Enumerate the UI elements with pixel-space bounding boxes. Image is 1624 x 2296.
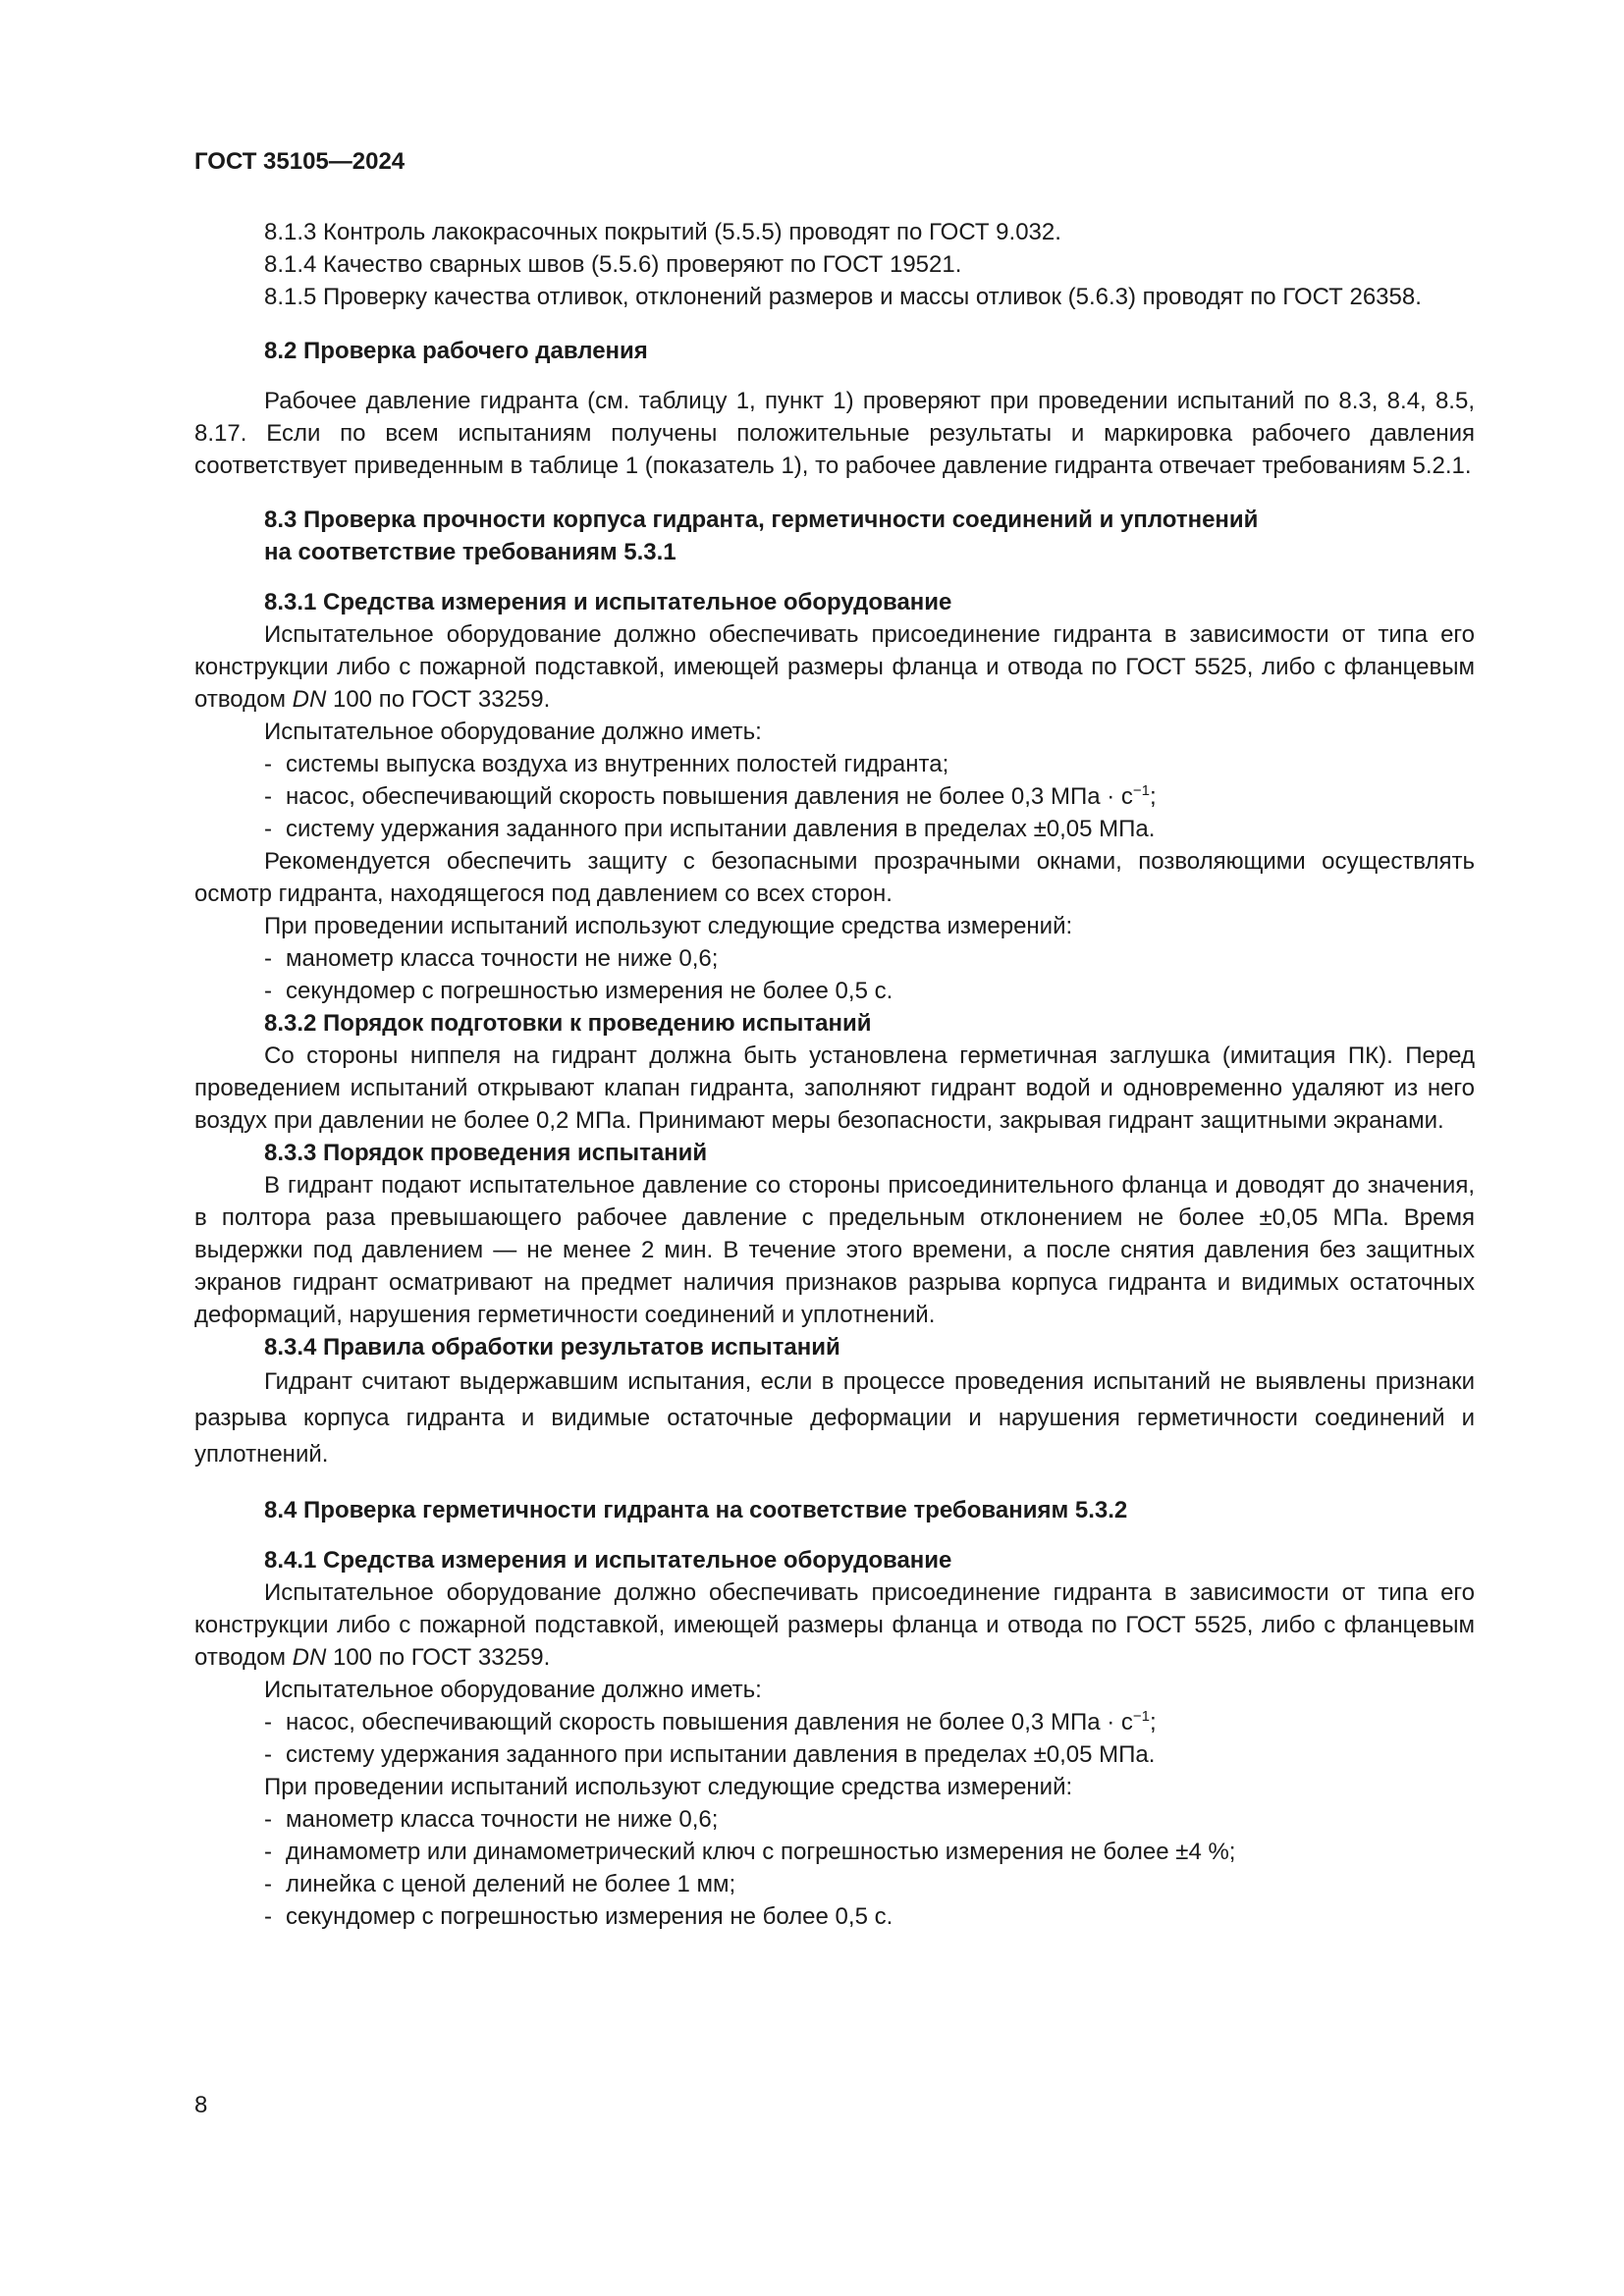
section-title-8-3-1: 8.3.1 Средства измерения и испытательное оборудование: [264, 589, 952, 615]
paragraph-8-3-1-p2: Испытательное оборудование должно иметь:: [264, 719, 762, 745]
paragraph-8-1-5: 8.1.5 Проверку качества отливок, отклонений размеров и массы отливок (5.6.3) проводят по ГОСТ 26358.: [264, 284, 1422, 310]
list-item: - линейка с ценой делений не более 1 мм;: [264, 1871, 736, 1897]
paragraph-8-4-1-p1: Испытательное оборудование должно обеспечивать присоединение гидранта в зависимости от типа его конструкции либо с пожарной подставкой, имеющей размеры фланца и отвода по ГОСТ 5525, либо с фланцевым отводом DN 100 по ГОСТ 33259.: [194, 1579, 1475, 1671]
dn-symbol: DN: [292, 686, 327, 713]
list-item: - манометр класса точности не ниже 0,6;: [264, 1806, 719, 1833]
paragraph-8-2-text: Рабочее давление гидранта (см. таблицу 1, пункт 1) проверяют при проведении испытаний по 8.3, 8.4, 8.5, 8.17. Если по всем испытаниям получены положительные результаты и маркировка рабочего давления соответствует приведенным в таблице 1 (показатель 1), то рабочее давление гидранта отвечает требованиям 5.2.1.: [194, 388, 1475, 479]
paragraph-8-3-1-p1: Испытательное оборудование должно обеспечивать присоединение гидранта в зависимости от типа его конструкции либо с пожарной подставкой, имеющей размеры фланца и отвода по ГОСТ 5525, либо с фланцевым отводом DN 100 по ГОСТ 33259.: [194, 621, 1475, 713]
section-title-8-2: 8.2 Проверка рабочего давления: [264, 338, 648, 364]
paragraph-8-1-4: 8.1.4 Качество сварных швов (5.5.6) проверяют по ГОСТ 19521.: [264, 251, 962, 278]
list-item: - секундомер с погрешностью измерения не более 0,5 с.: [264, 978, 893, 1004]
section-title-8-3-line1: 8.3 Проверка прочности корпуса гидранта, герметичности соединений и уплотнений: [264, 507, 1259, 533]
list-item: - систему удержания заданного при испытании давления в пределах ±0,05 МПа.: [264, 1741, 1156, 1768]
list-item: - насос, обеспечивающий скорость повышения давления не более 0,3 МПа · $с^{-1}$;: [264, 782, 1157, 810]
dn-symbol: DN: [292, 1644, 327, 1671]
list-item: - насос, обеспечивающий скорость повышения давления не более 0,3 МПа · $с^{-1}$;: [264, 1708, 1157, 1735]
list-item: - систему удержания заданного при испытании давления в пределах ±0,05 МПа.: [264, 816, 1156, 842]
paragraph-8-3-4-text: Гидрант считают выдержавшим испытания, если в процессе проведения испытаний не выявлены признаки разрыва корпуса гидранта и видимые остаточные деформации и нарушения герметичности соединений и уплотнений.: [194, 1368, 1475, 1468]
paragraph-8-3-1-p3: Рекомендуется обеспечить защиту с безопасными прозрачными окнами, позволяющими осуществлять осмотр гидранта, находящегося под давлением со всех сторон.: [194, 848, 1475, 907]
section-title-8-3-2: 8.3.2 Порядок подготовки к проведению испытаний: [264, 1010, 872, 1037]
document-code-header: ГОСТ 35105—2024: [194, 148, 406, 175]
section-title-8-3-3: 8.3.3 Порядок проведения испытаний: [264, 1140, 708, 1166]
section-title-8-4-1: 8.4.1 Средства измерения и испытательное оборудование: [264, 1547, 952, 1574]
paragraph-8-3-1-p4: При проведении испытаний используют следующие средства измерений:: [264, 913, 1073, 939]
paragraph-8-4-1-p2: Испытательное оборудование должно иметь:: [264, 1677, 762, 1703]
paragraph-8-3-2-text: Со стороны ниппеля на гидрант должна быть установлена герметичная заглушка (имитация ПК). Перед проведением испытаний открывают клапан гидранта, заполняют гидрант водой и одновременно удаляют из него воздух при давлении не более 0,2 МПа. Принимают меры безопасности, закрывая гидрант защитными экранами.: [194, 1042, 1475, 1134]
list-item: - системы выпуска воздуха из внутренних полостей гидранта;: [264, 751, 949, 777]
section-title-8-4: 8.4 Проверка герметичности гидранта на соответствие требованиям 5.3.2: [264, 1497, 1128, 1523]
list-item: - манометр класса точности не ниже 0,6;: [264, 945, 719, 972]
list-item: - секундомер с погрешностью измерения не более 0,5 с.: [264, 1903, 893, 1930]
section-title-8-3-line2: на соответствие требованиям 5.3.1: [264, 539, 677, 565]
page-number: 8: [194, 2092, 208, 2118]
paragraph-8-1-3: 8.1.3 Контроль лакокрасочных покрытий (5.5.5) проводят по ГОСТ 9.032.: [264, 219, 1061, 245]
paragraph-8-3-3-text: В гидрант подают испытательное давление со стороны присоединительного фланца и доводят до значения, в полтора раза превышающего рабочее давление с предельным отклонением не более ±0,05 МПа. Время выдержки под давлением — не менее 2 мин. В течение этого времени, а после снятия давления без защитных экранов гидрант осматривают на предмет наличия признаков разрыва корпуса гидранта и видимых остаточных деформаций, нарушения герметичности соединений и уплотнений.: [194, 1172, 1475, 1328]
section-title-8-3-4: 8.3.4 Правила обработки результатов испытаний: [264, 1334, 840, 1361]
list-item: - динамометр или динамометрический ключ с погрешностью измерения не более ±4 %;: [264, 1839, 1236, 1865]
document-page: [194, 147, 1475, 1933]
paragraph-8-4-1-p3: При проведении испытаний используют следующие средства измерений:: [264, 1774, 1073, 1800]
